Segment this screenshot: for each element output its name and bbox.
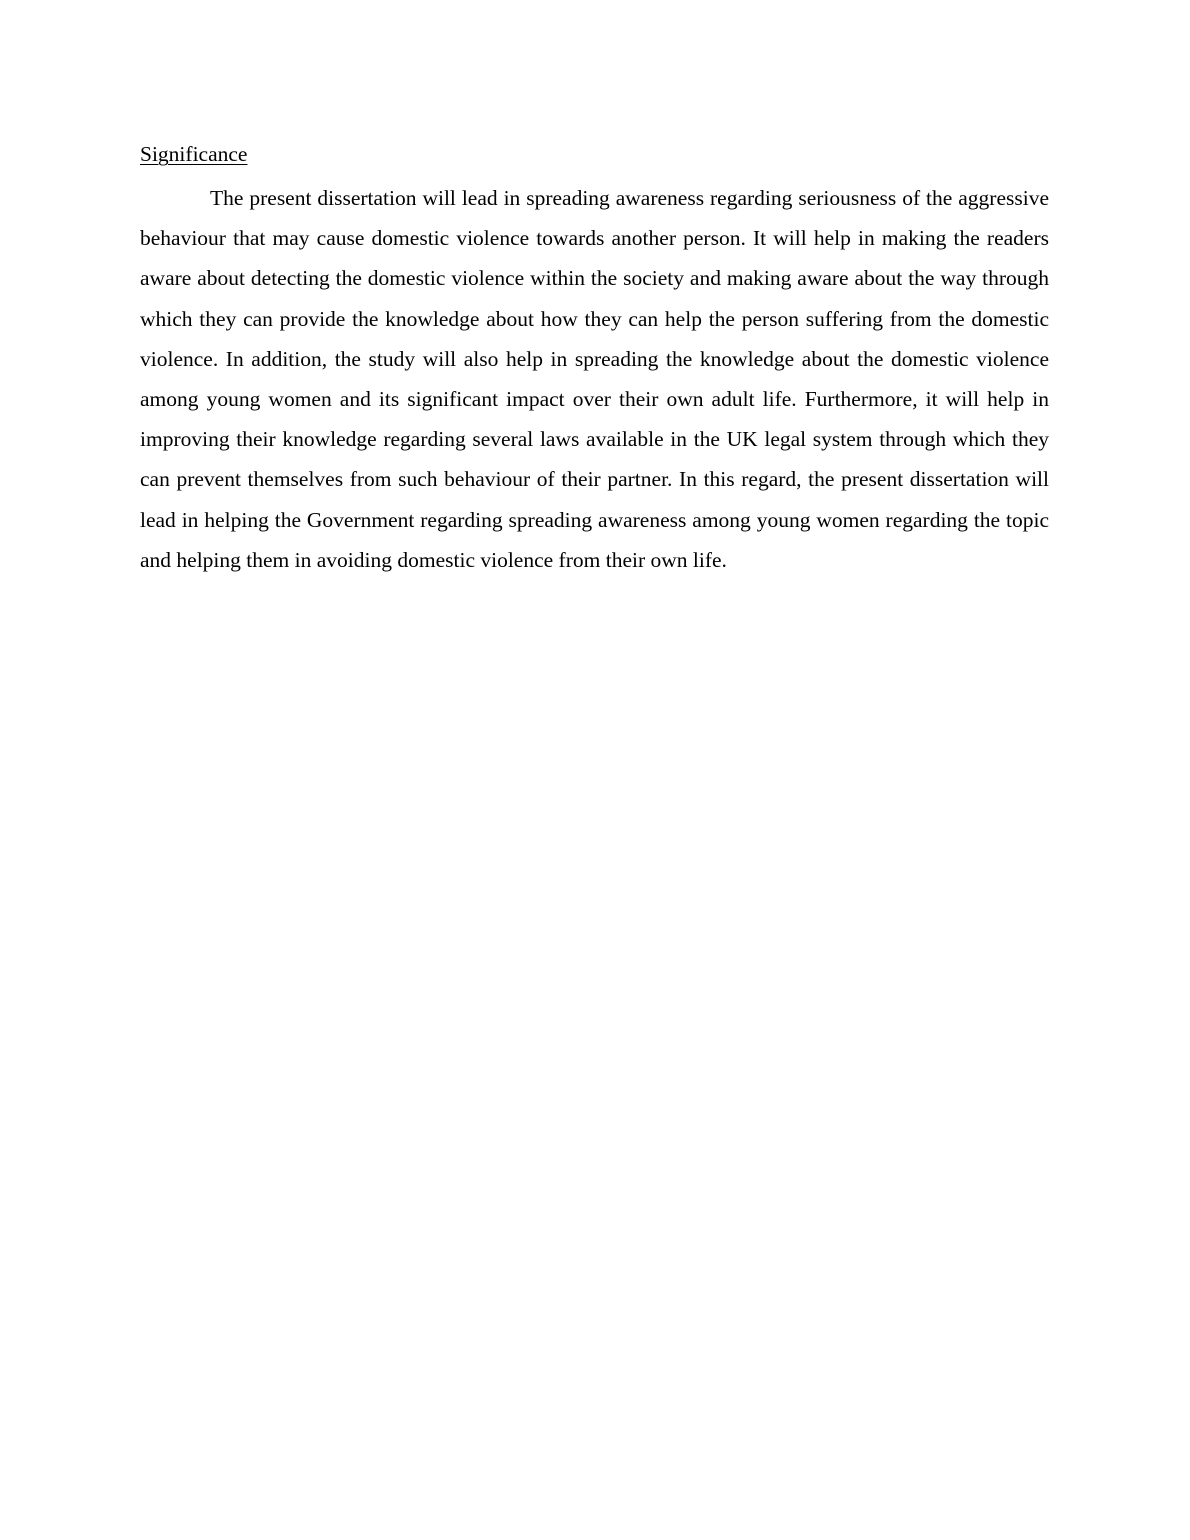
document-body xyxy=(140,139,1049,580)
section-heading: Significance xyxy=(140,142,248,166)
body-paragraph: The present dissertation will lead in spreading awareness regarding seriousness of the aggressive behaviour that may cause domestic violence towards another person. It will help in making the readers aware about detecting the domestic violence within the society and making aware about the way through which they can provide the knowledge about how they can help the person suffering from the domestic violence. In addition, the study will also help in spreading the knowledge about the domestic violence among young women and its significant impact over their own adult life. Furthermore, it will help in improving their knowledge regarding several laws available in the UK legal system through which they can prevent themselves from such behaviour of their partner. In this regard, the present dissertation will lead in helping the Government regarding spreading awareness among young women regarding the topic and helping them in avoiding domestic violence from their own life. xyxy=(140,186,1049,572)
